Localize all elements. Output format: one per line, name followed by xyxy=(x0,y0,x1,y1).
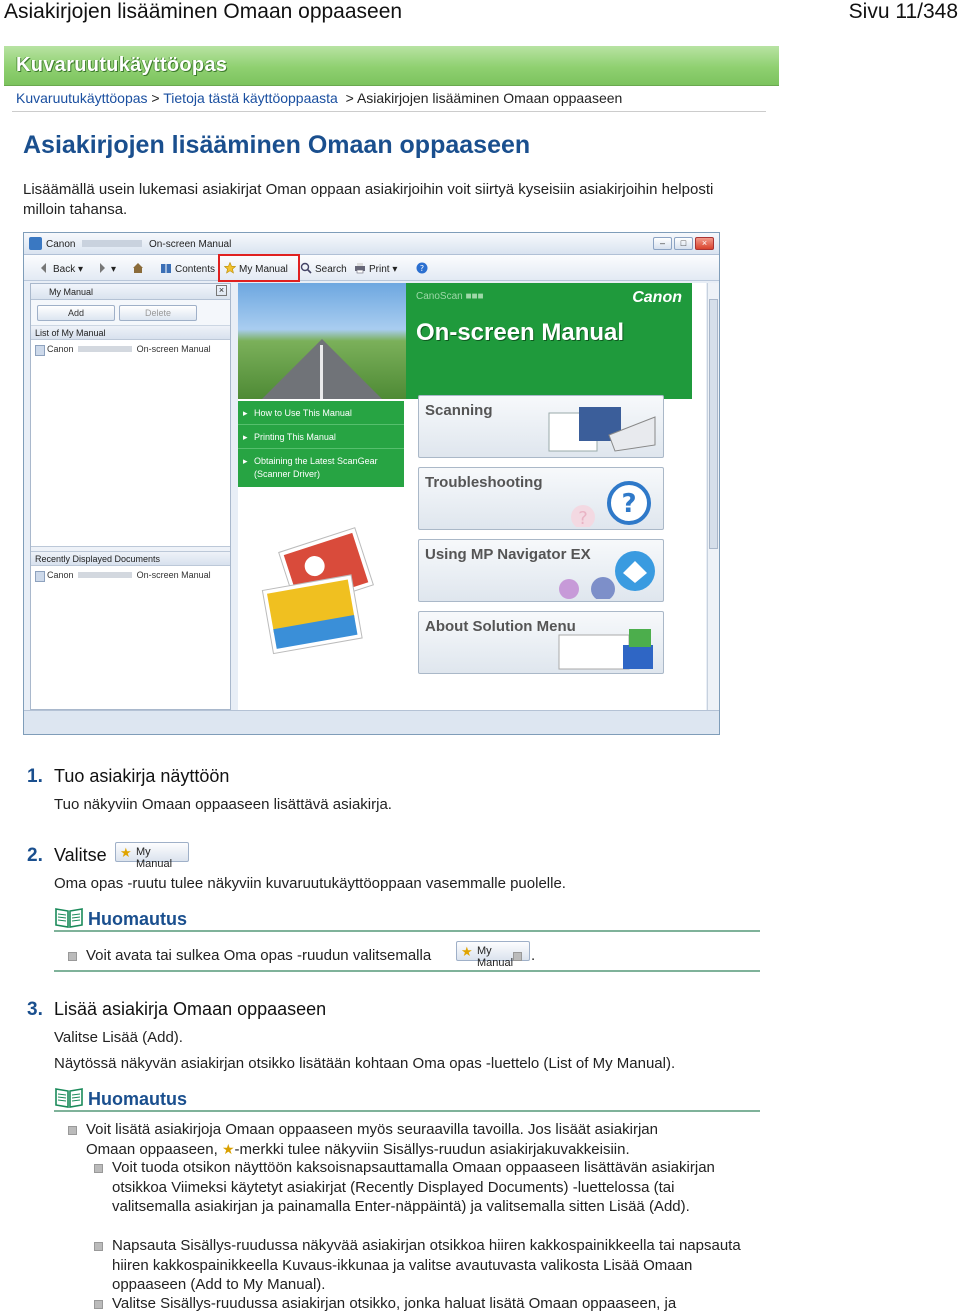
step-1-text: Tuo näkyviin Omaan oppaaseen lisättävä asiakirja. xyxy=(54,796,392,813)
star-icon: ★ xyxy=(461,944,473,959)
breadcrumb-link-about[interactable]: Tietoja tästä käyttöoppaasta xyxy=(163,90,338,106)
content-scrollbar[interactable] xyxy=(707,283,719,710)
tile-troubleshooting[interactable]: Troubleshooting ? ? xyxy=(418,467,664,530)
page-title: Asiakirjojen lisääminen Omaan oppaaseen xyxy=(23,131,531,159)
close-icon[interactable]: × xyxy=(695,237,714,250)
list-of-my-manual-header: List of My Manual xyxy=(31,326,230,340)
intro-text: Lisäämällä usein lukemasi asiakirjat Oman oppaan asiakirjoihin voit siirtyä kyseisiin asiakirjoihin helposti milloin tahansa. xyxy=(23,181,714,218)
blurred-model-name xyxy=(78,572,132,578)
page-header-title: Asiakirjojen lisääminen Omaan oppaaseen xyxy=(4,0,403,23)
manual-window-screenshot xyxy=(23,232,720,735)
home-button[interactable] xyxy=(132,262,147,275)
step-1-title: Tuo asiakirja näyttöön xyxy=(54,766,230,786)
photos-illustration xyxy=(254,519,404,669)
note-1-header xyxy=(54,906,760,932)
my-manual-pane xyxy=(30,283,231,710)
my-manual-button[interactable]: My Manual xyxy=(224,262,288,275)
book-icon xyxy=(54,1086,84,1108)
search-button[interactable]: Search xyxy=(300,262,347,275)
window-title-name: On-screen Manual xyxy=(149,239,232,250)
my-manual-button-image: ★ My Manual xyxy=(115,842,189,862)
contents-button[interactable]: Contents xyxy=(160,262,215,275)
step-3-number: 3. xyxy=(27,999,43,1020)
tile-scanning[interactable]: Scanning xyxy=(418,395,664,458)
nav-links xyxy=(238,401,404,487)
navigator-icon xyxy=(539,549,659,599)
list-item[interactable]: Canon On-screen Manual xyxy=(31,566,230,584)
home-icon xyxy=(132,262,144,274)
breadcrumb-link-home[interactable]: Kuvaruutukäyttöopas xyxy=(16,90,148,106)
nav-link-how-to-use[interactable]: ▸ How to Use This Manual xyxy=(238,401,404,425)
question-mark-icon xyxy=(539,477,659,527)
book-icon xyxy=(160,262,172,274)
printer-icon xyxy=(354,262,366,274)
note-2-header xyxy=(54,1086,760,1112)
recently-displayed-header: Recently Displayed Documents xyxy=(31,552,230,566)
blurred-model-name xyxy=(78,346,132,352)
step-1-number: 1. xyxy=(27,766,43,787)
book-icon xyxy=(54,906,84,928)
breadcrumb-divider xyxy=(12,111,766,112)
step-2-text: Oma opas -ruutu tulee näkyviin kuvaruutukäyttöoppaan vasemmalle puolelle. xyxy=(54,875,566,892)
step-3-text-1: Valitse Lisää (Add). xyxy=(54,1029,183,1046)
breadcrumb-separator: > xyxy=(345,90,354,106)
maximize-icon[interactable]: □ xyxy=(674,237,693,250)
solution-menu-icon xyxy=(539,621,659,671)
my-manual-highlight xyxy=(218,254,300,282)
scroll-thumb[interactable] xyxy=(709,299,718,549)
step-3-title: Lisää asiakirja Omaan oppaaseen xyxy=(54,999,327,1019)
back-button[interactable]: Back ▾ xyxy=(38,262,83,275)
back-arrow-icon xyxy=(38,262,50,274)
hero-title: On-screen Manual xyxy=(416,319,625,346)
note-2-bullet: Voit lisätä asiakirjoja Omaan oppaaseen myös seuraavilla tavoilla. Jos lisäät asiakirjan Omaan oppaaseen, ★-merkki tulee näkyviin Sisällys-ruudun asiakirjakuvakkeisiin. xyxy=(86,1120,746,1159)
add-button[interactable]: Add xyxy=(37,305,115,321)
road-photo xyxy=(238,283,406,399)
page-number: Sivu 11/348 xyxy=(848,0,958,23)
note-1-divider xyxy=(54,970,760,972)
tile-mp-navigator[interactable]: Using MP Navigator EX xyxy=(418,539,664,602)
banner-title: Kuvaruutukäyttöopas xyxy=(16,54,228,76)
nav-link-printing[interactable]: ▸ Printing This Manual xyxy=(238,425,404,449)
note-2-sub-bullet-1: Voit tuoda otsikon näyttöön kaksoisnapsauttamalla Omaan oppaaseen lisättävän asiakirjan otsikkoa Viimeksi käytetyt asiakirjat (Recently Displayed Documents) -luettelossa (tai valitsemalla asiakirjan ja painamalla Enter-näppäintä) ja valitsemalla sitten Lisää (Add). xyxy=(112,1158,752,1217)
blurred-model-name xyxy=(82,240,142,247)
scanner-icon xyxy=(539,405,659,455)
my-manual-button-image: ★ My Manual xyxy=(456,941,530,961)
minimize-icon[interactable]: – xyxy=(653,237,672,250)
forward-button[interactable]: ▾ xyxy=(96,262,116,275)
note-1-period: . xyxy=(531,947,536,964)
note-1-bullet: Voit avata tai sulkea Oma opas -ruudun valitsemalla xyxy=(86,947,432,964)
delete-button[interactable]: Delete xyxy=(119,305,197,321)
nav-link-scangear[interactable]: ▸ Obtaining the Latest ScanGear (Scanner Driver) xyxy=(238,449,388,481)
list-item[interactable]: Canon On-screen Manual xyxy=(31,340,230,358)
my-manual-pane-header xyxy=(31,284,230,300)
window-titlebar xyxy=(24,233,719,255)
step-2-number: 2. xyxy=(27,845,43,866)
help-button[interactable] xyxy=(416,262,431,275)
star-icon: ★ xyxy=(221,1140,235,1157)
page-header xyxy=(0,0,960,28)
manual-content-pane xyxy=(238,283,706,710)
help-icon xyxy=(416,262,428,274)
canon-logo: Canon xyxy=(632,289,682,306)
note-2-label: Huomautus xyxy=(88,1089,187,1109)
status-bar xyxy=(24,710,719,734)
window-title-brand: Canon xyxy=(46,239,76,250)
window-controls xyxy=(653,237,714,250)
print-button[interactable]: Print ▾ xyxy=(354,262,397,275)
svg-text:?: ? xyxy=(419,264,425,273)
note-1-label: Huomautus xyxy=(88,909,187,929)
svg-text:?: ? xyxy=(621,489,637,519)
step-2-title: Valitse xyxy=(54,845,107,865)
series-name: CanoScan ■■■ xyxy=(416,291,484,302)
app-icon xyxy=(29,237,42,250)
note-2-sub-bullet-3: Valitse Sisällys-ruudussa asiakirjan otsikko, jonka haluat lisätä Omaan oppaaseen, ja xyxy=(112,1294,752,1314)
star-icon: ★ xyxy=(120,845,132,860)
forward-arrow-icon xyxy=(96,262,108,274)
pane-close-icon[interactable]: × xyxy=(216,285,227,296)
breadcrumb xyxy=(16,90,622,106)
note-2-sub-bullet-2: Napsauta Sisällys-ruudussa näkyvää asiakirjan otsikkoa hiiren kakkospainikkeella tai napsauta hiiren kakkospainikkeella Kuvaus-ikkunaa ja valitse avautuvasta valikosta Lisää Omaan oppaaseen (Add to My Manual). xyxy=(112,1236,752,1295)
svg-text:?: ? xyxy=(578,508,588,527)
tile-solution-menu[interactable]: About Solution Menu xyxy=(418,611,664,674)
window-toolbar xyxy=(24,255,719,281)
breadcrumb-current: Asiakirjojen lisääminen Omaan oppaaseen xyxy=(356,90,623,106)
my-manual-pane-title: My Manual xyxy=(49,287,94,297)
step-3-text-2: Näytössä näkyvän asiakirjan otsikko lisätään kohtaan Oma opas -luettelo (List of My Manual). xyxy=(54,1055,676,1072)
search-icon xyxy=(300,262,312,274)
breadcrumb-separator: > xyxy=(151,90,160,106)
manual-banner xyxy=(4,46,779,86)
